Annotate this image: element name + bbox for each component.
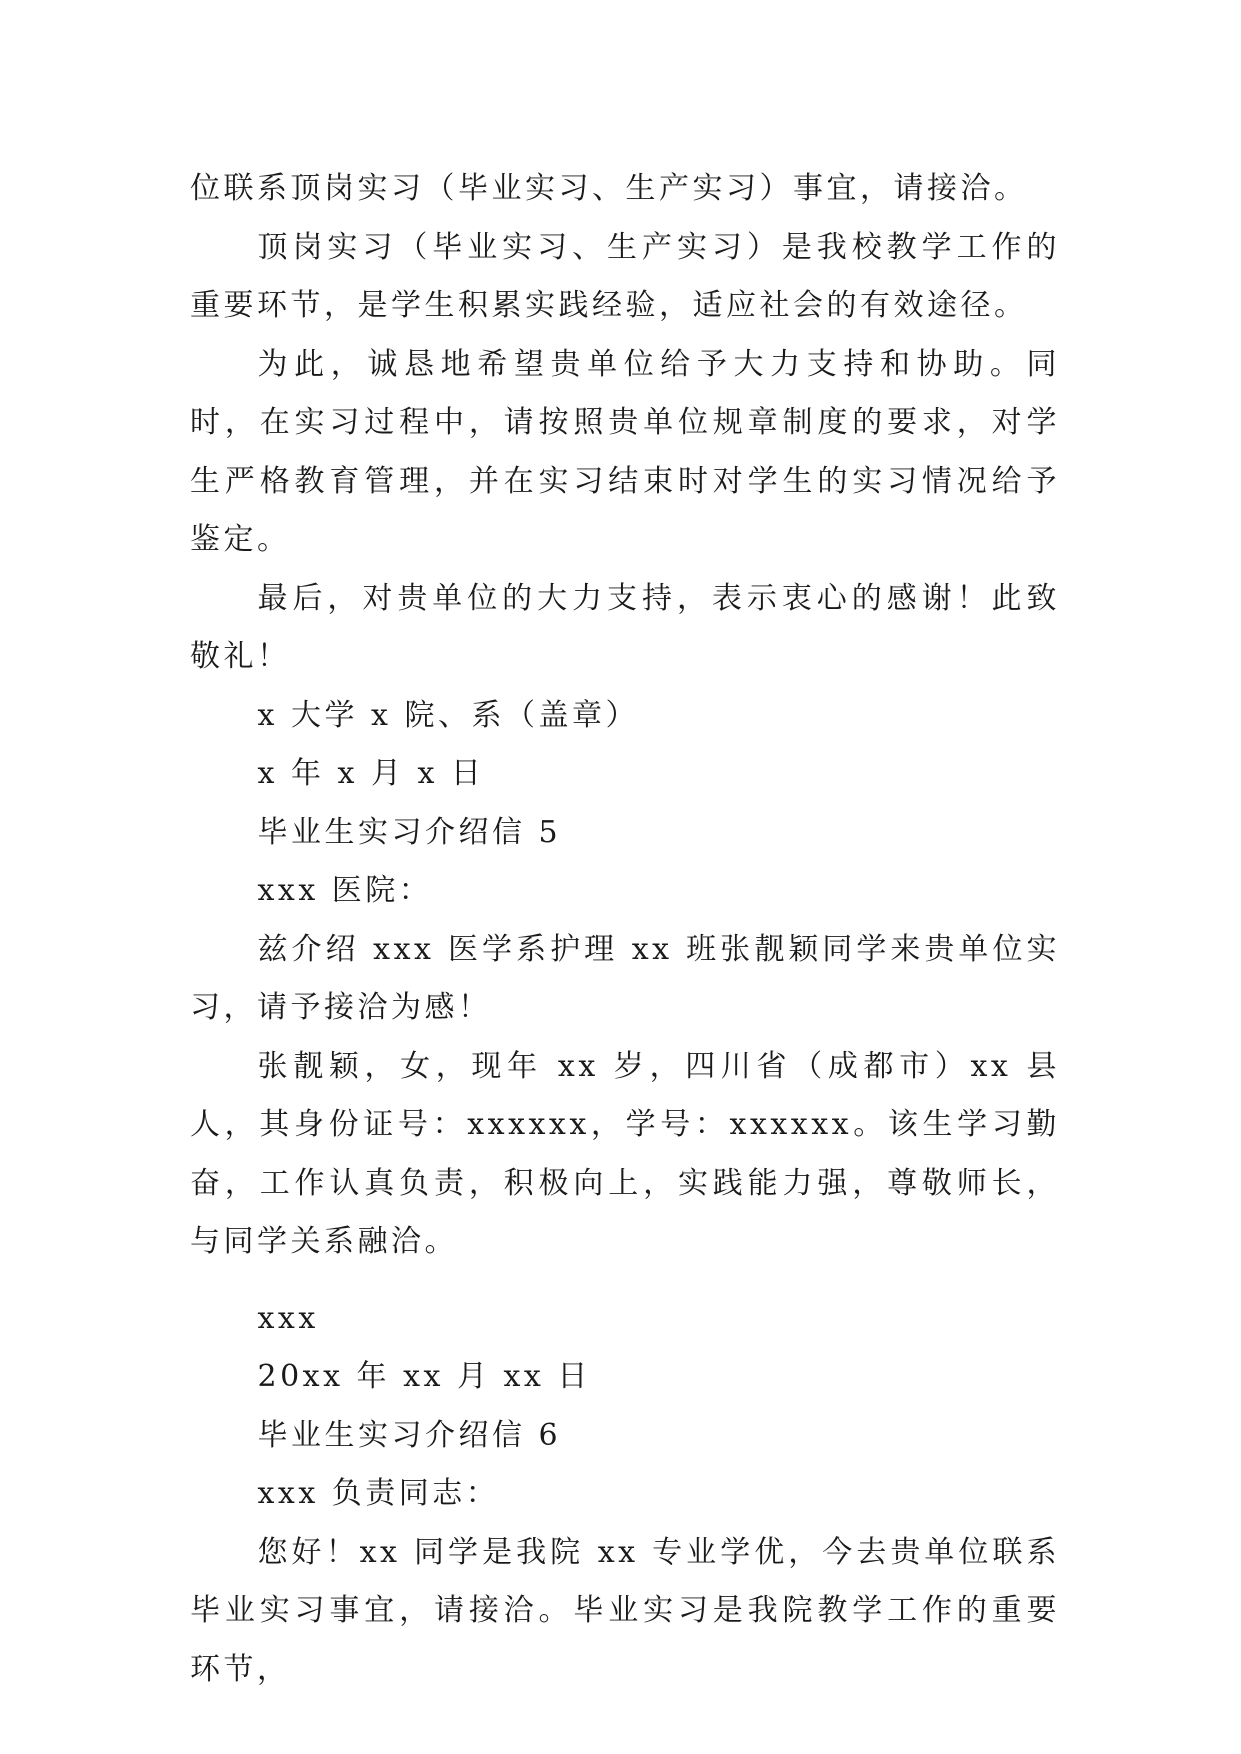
letter-5-signer: xxx	[257, 1300, 319, 1336]
paragraph-internship-contact-tail: 位联系顶岗实习（毕业实习、生产实习）事宜，请接洽。	[190, 171, 1028, 206]
document-body	[190, 160, 1060, 1699]
letter-5-student-profile: 张靓颖，女，现年 xx 岁，四川省（成都市）xx 县人，其身份证号：xxxxxx，学号：xxxxxx。该生学习勤奋，工作认真负责，积极向上，实践能力强，尊敬师长，与同学关系融洽。	[190, 1048, 1060, 1259]
letter-6-salutation: xxx 负责同志：	[257, 1476, 500, 1511]
letter-heading-6: 毕业生实习介绍信 6	[257, 1417, 562, 1453]
signature-school-seal: x 大学 x 院、系（盖章）	[257, 697, 639, 733]
letter-5-introduction: 兹介绍 xxx 医学系护理 xx 班张靓颖同学来贵单位实习，请予接洽为感！	[190, 931, 1060, 1025]
letter-6-body: 您好！xx 同学是我院 xx 专业学优，今去贵单位联系毕业实习事宜，请接洽。毕业实习是我院教学工作的重要环节，	[190, 1534, 1060, 1687]
letter-heading-5: 毕业生实习介绍信 5	[257, 814, 562, 850]
paragraph-thanks-closing: 最后，对贵单位的大力支持，表示衷心的感谢！此致敬礼！	[190, 580, 1060, 674]
letter-5-salutation: xxx 医院：	[257, 873, 433, 908]
paragraph-internship-importance: 顶岗实习（毕业实习、生产实习）是我校教学工作的重要环节，是学生积累实践经验，适应社会的有效途径。	[190, 229, 1060, 323]
letter-5-date: 20xx 年 xx 月 xx 日	[257, 1359, 591, 1394]
paragraph-request-support: 为此，诚恳地希望贵单位给予大力支持和协助。同时，在实习过程中，请按照贵单位规章制度的要求，对学生严格教育管理，并在实习结束时对学生的实习情况给予鉴定。	[190, 346, 1060, 557]
signature-date: x 年 x 月 x 日	[257, 756, 485, 791]
